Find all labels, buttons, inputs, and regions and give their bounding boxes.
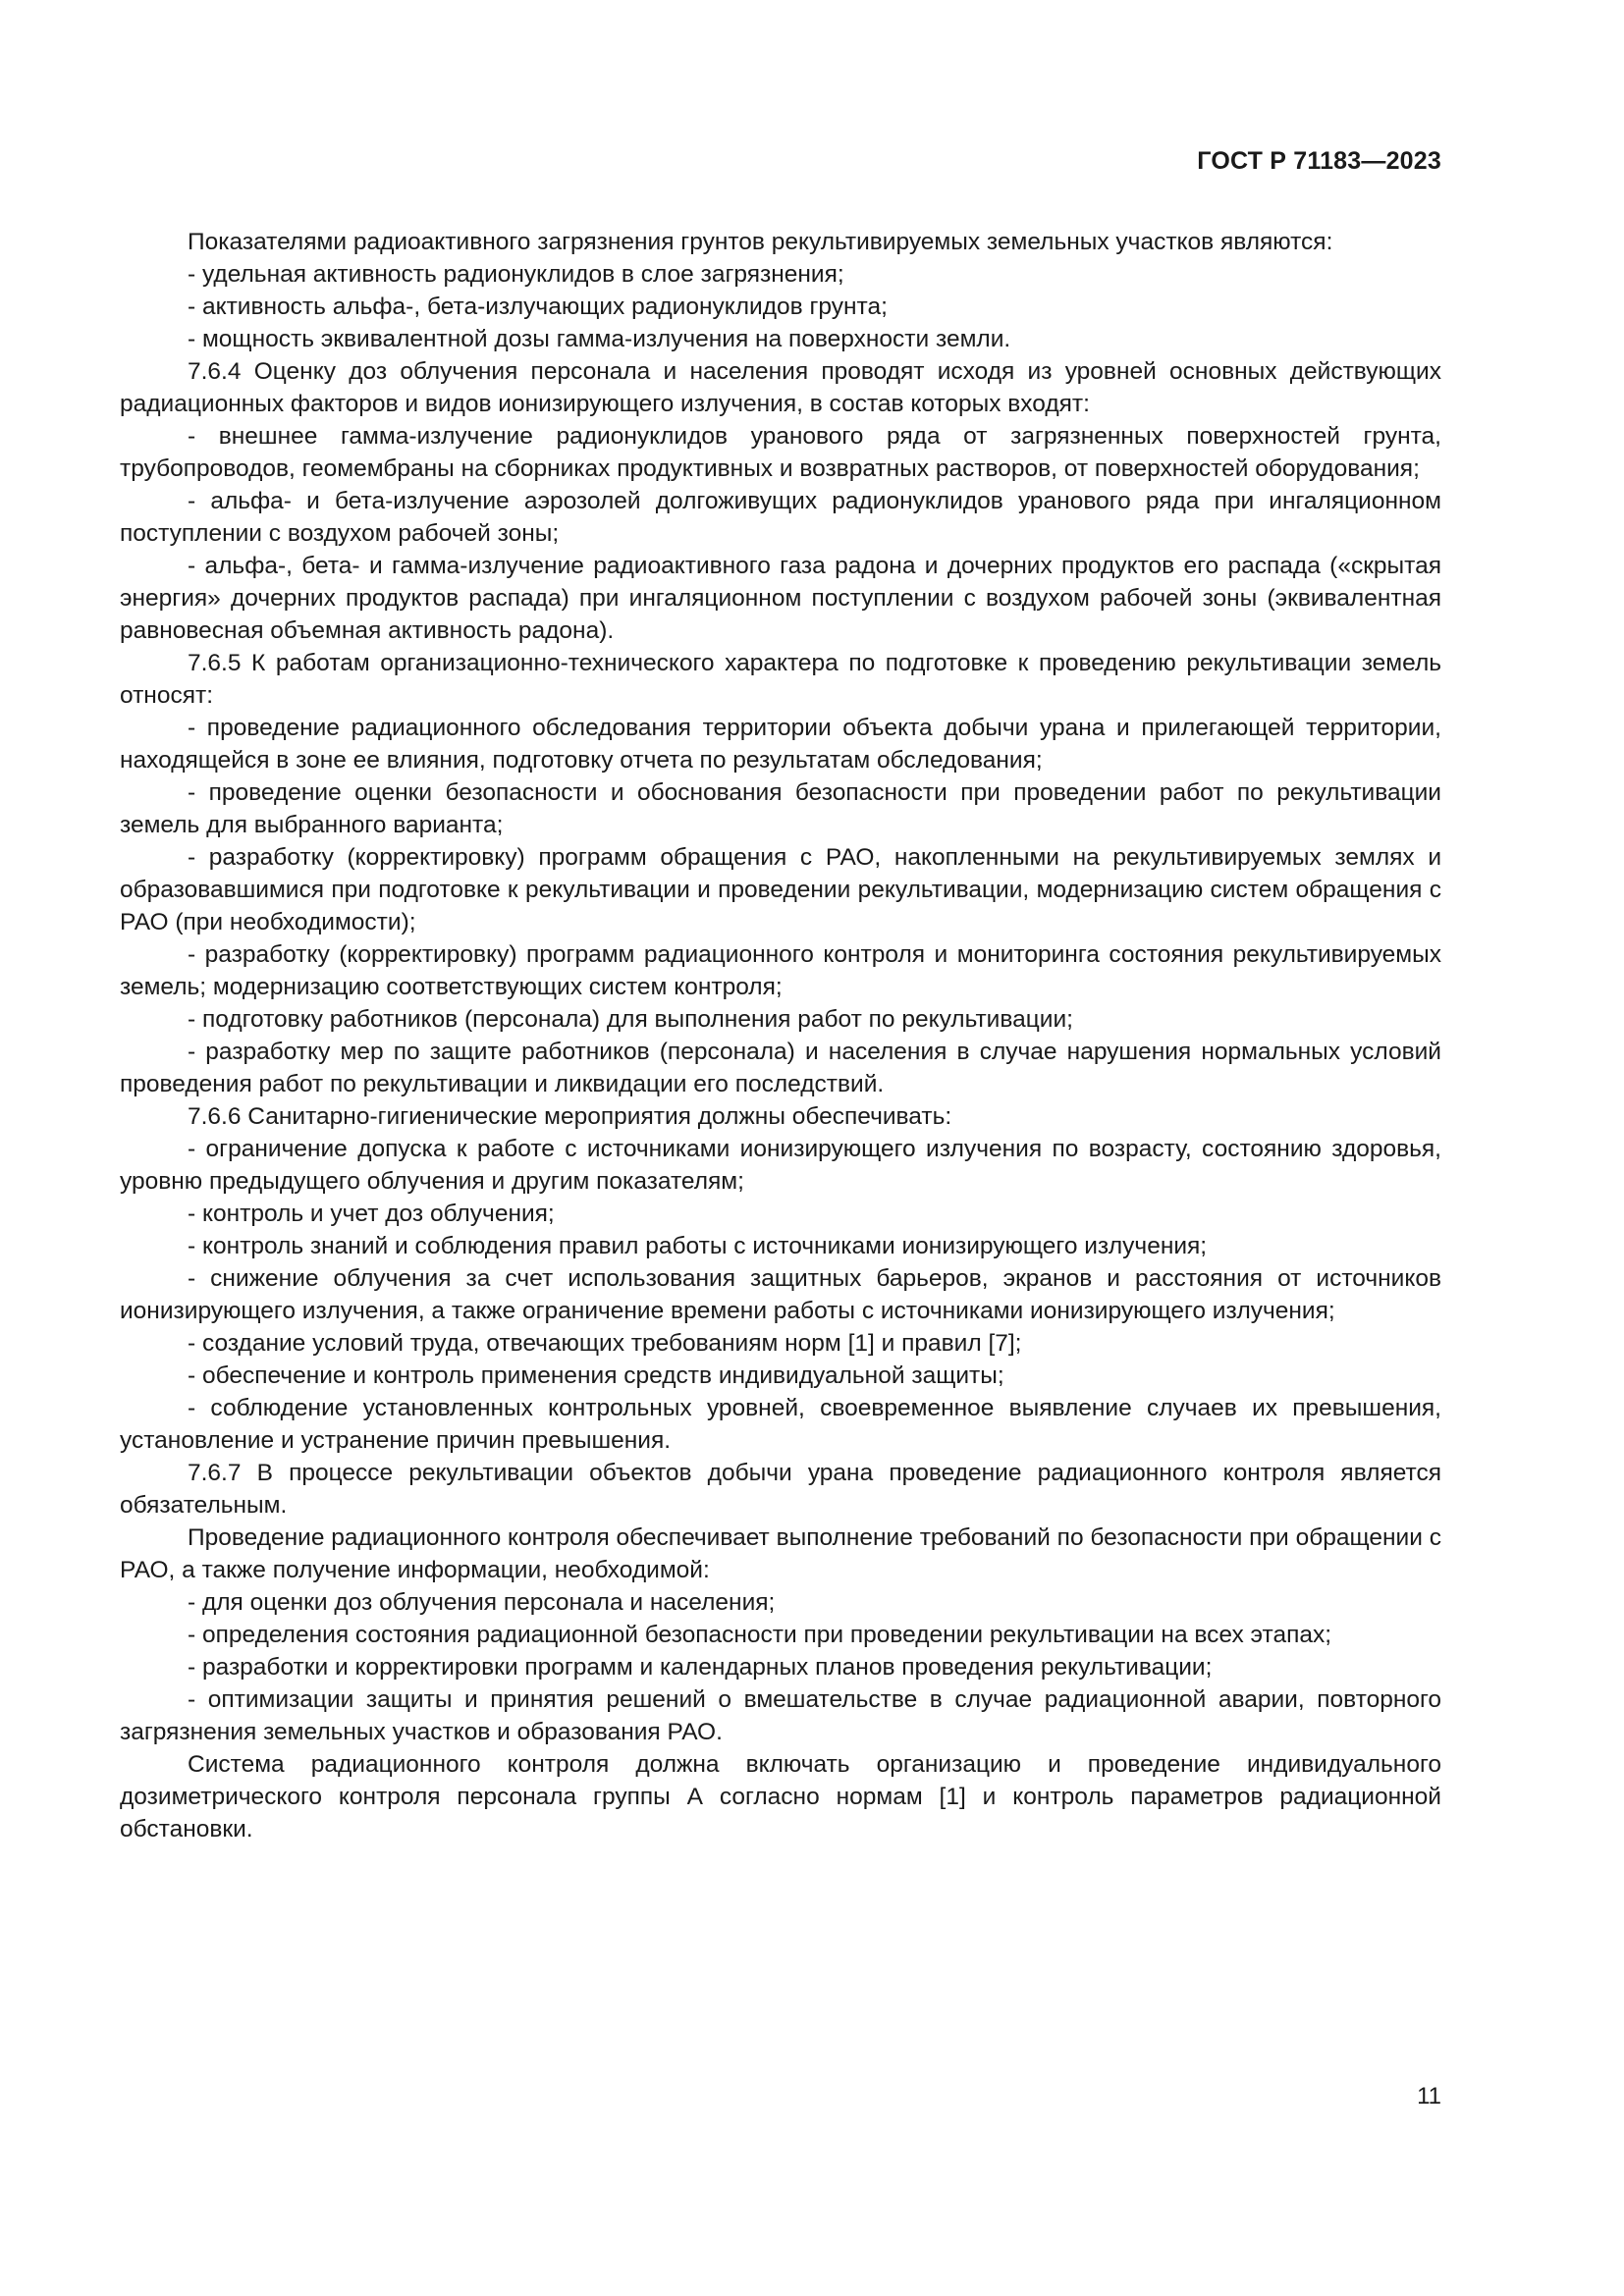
list-item: - ограничение допуска к работе с источниками ионизирующего излучения по возрасту, состоянию здоровья, уровню предыдущего облучения и другим показателям; xyxy=(120,1136,1441,1195)
list-item: - внешнее гамма-излучение радионуклидов уранового ряда от загрязненных поверхностей грунта, трубопроводов, геомембраны на сборниках продуктивных и возвратных растворов, от поверхностей оборудования; xyxy=(120,423,1441,482)
list-item: - соблюдение установленных контрольных уровней, своевременное выявление случаев их превышения, установление и устранение причин превышения. xyxy=(120,1395,1441,1454)
page-number: 11 xyxy=(1417,2083,1441,2109)
list-item: - оптимизации защиты и принятия решений о вмешательстве в случае радиационной аварии, повторного загрязнения земельных участков и образования РАО. xyxy=(120,1686,1441,1745)
list-item: - разработку (корректировку) программ обращения с РАО, накопленными на рекультивируемых землях и образовавшимися при подготовке к рекультивации и проведении рекультивации, модернизацию систем обращения с РАО (при необходимости); xyxy=(120,844,1441,935)
standard-id-header: ГОСТ Р 71183—2023 xyxy=(1197,147,1441,175)
list-item: - разработку (корректировку) программ радиационного контроля и мониторинга состояния рекультивируемых земель; модернизацию соответствующих систем контроля; xyxy=(120,941,1441,1000)
list-item: - определения состояния радиационной безопасности при проведении рекультивации на всех этапах; xyxy=(188,1622,1332,1648)
list-item: - разработку мер по защите работников (персонала) и населения в случае нарушения нормальных условий проведения работ по рекультивации и ликвидации его последствий. xyxy=(120,1039,1441,1097)
list-item: - удельная активность радионуклидов в слое загрязнения; xyxy=(188,261,844,288)
list-item: - для оценки доз облучения персонала и населения; xyxy=(188,1589,776,1616)
list-item: - снижение облучения за счет использования защитных барьеров, экранов и расстояния от источников ионизирующего излучения, а также ограничение времени работы с источниками ионизирующего излучения; xyxy=(120,1265,1441,1324)
clause-7-6-6: 7.6.6 Санитарно-гигиенические мероприятия должны обеспечивать: xyxy=(188,1103,952,1130)
list-item: - подготовку работников (персонала) для выполнения работ по рекультивации; xyxy=(188,1006,1073,1033)
list-item: - проведение оценки безопасности и обоснования безопасности при проведении работ по рекультивации земель для выбранного варианта; xyxy=(120,779,1441,838)
list-item: - разработки и корректировки программ и календарных планов проведения рекультивации; xyxy=(188,1654,1213,1681)
paragraph: Проведение радиационного контроля обеспечивает выполнение требований по безопасности при обращении с РАО, а также получение информации, необходимой: xyxy=(120,1524,1441,1583)
list-item: - проведение радиационного обследования территории объекта добычи урана и прилегающей территории, находящейся в зоне ее влияния, подготовку отчета по результатам обследования; xyxy=(120,715,1441,774)
body-text xyxy=(120,226,1441,1845)
list-item: - альфа-, бета- и гамма-излучение радиоактивного газа радона и дочерних продуктов его распада («скрытая энергия» дочерних продуктов распада) при ингаляционном поступлении с воздухом рабочей зоны (эквивалентная равновесная объемная активность радона). xyxy=(120,553,1441,644)
list-item: - мощность эквивалентной дозы гамма-излучения на поверхности земли. xyxy=(188,326,1011,352)
list-item: - создание условий труда, отвечающих требованиям норм [1] и правил [7]; xyxy=(188,1330,1022,1357)
clause-7-6-4: 7.6.4 Оценку доз облучения персонала и населения проводят исходя из уровней основных действующих радиационных факторов и видов ионизирующего излучения, в состав которых входят: xyxy=(120,358,1441,417)
list-item: - активность альфа-, бета-излучающих радионуклидов грунта; xyxy=(188,294,888,320)
paragraph: Система радиационного контроля должна включать организацию и проведение индивидуального дозиметрического контроля персонала группы А согласно нормам [1] и контроль параметров радиационной обстановки. xyxy=(120,1751,1441,1842)
list-item: - контроль знаний и соблюдения правил работы с источниками ионизирующего излучения; xyxy=(188,1233,1208,1259)
list-item: - альфа- и бета-излучение аэрозолей долгоживущих радионуклидов уранового ряда при ингаляционном поступлении с воздухом рабочей зоны; xyxy=(120,488,1441,547)
list-item: - обеспечение и контроль применения средств индивидуальной защиты; xyxy=(188,1362,1004,1389)
clause-7-6-5: 7.6.5 К работам организационно-технического характера по подготовке к проведению рекультивации земель относят: xyxy=(120,650,1441,709)
list-item: - контроль и учет доз облучения; xyxy=(188,1201,555,1227)
clause-7-6-7: 7.6.7 В процессе рекультивации объектов добычи урана проведение радиационного контроля является обязательным. xyxy=(120,1460,1441,1519)
paragraph: Показателями радиоактивного загрязнения грунтов рекультивируемых земельных участков являются: xyxy=(188,229,1333,255)
